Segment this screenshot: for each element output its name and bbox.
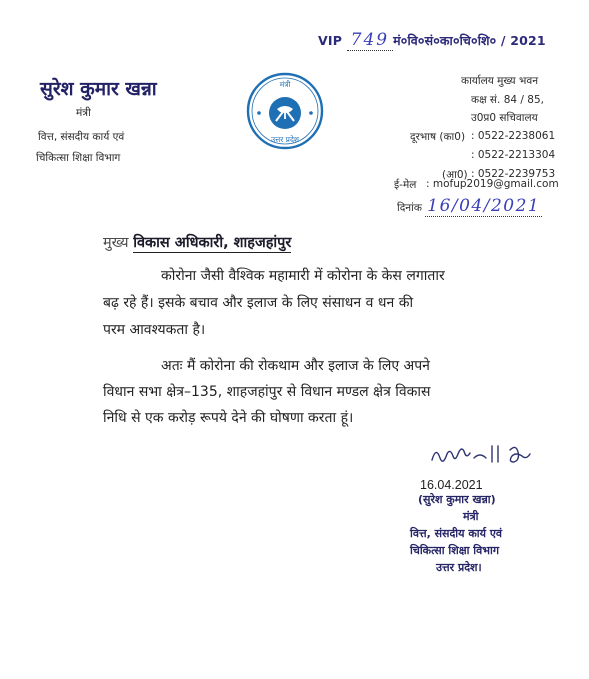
phone1-label: दूरभाष (का0): [410, 131, 466, 143]
addressee-title: विकास अधिकारी, शाहजहांपुर: [133, 235, 292, 251]
office-line2: कक्ष सं. 84 / 85,: [471, 94, 544, 106]
handwritten-signature: [428, 440, 548, 470]
emblem-bottom-text: उत्तर प्रदेश: [270, 135, 300, 144]
stamp-name: (सुरेश कुमार खन्ना): [418, 493, 496, 506]
date-handwritten-value: 16/04/2021: [427, 196, 541, 216]
letter-date: [397, 196, 542, 216]
office-line3: उ0प्र0 सचिवालय: [471, 112, 538, 124]
phone1-value: : 0522-2238061: [471, 130, 556, 142]
reference-suffix: मं०वि०सं०का०चि०शि० / 2021: [393, 33, 546, 48]
phone3-label: (आ0): [442, 169, 468, 181]
body-paragraph1-line1: कोरोना जैसी वैश्विक महामारी में कोरोना के केस लगातार: [161, 268, 445, 284]
sender-department-line2: चिकित्सा शिक्षा विभाग: [36, 152, 121, 164]
office-line1: कार्यालय मुख्य भवन: [461, 75, 539, 87]
sender-designation: मंत्री: [76, 107, 91, 119]
email-value: : mofup2019@gmail.com: [426, 178, 559, 190]
date-label: दिनांक: [397, 202, 422, 214]
stamp-department-line1: वित्त, संसदीय कार्य एवं: [410, 527, 503, 540]
body-paragraph1-line3: परम आवश्यकता है।: [103, 322, 206, 338]
sender-name: सुरेश कुमार खन्ना: [40, 78, 157, 100]
body-paragraph2-line2: विधान सभा क्षेत्र–135, शाहजहांपुर से विधान मण्डल क्षेत्र विकास: [103, 384, 431, 400]
signature-date: 16.04.2021: [420, 478, 483, 492]
body-paragraph1-line2: बढ़ रहे हैं। इसके बचाव और इलाज के लिए संसाधन व धन की: [103, 295, 414, 311]
stamp-department-line2: चिकित्सा शिक्षा विभाग: [410, 544, 500, 557]
stamp-designation: मंत्री: [463, 510, 479, 523]
reference-prefix: VIP: [318, 33, 343, 48]
uttar-pradesh-emblem-icon: [245, 71, 325, 151]
email-label: ई-मेल: [394, 179, 417, 191]
body-paragraph2-line1: अतः मैं कोरोना की रोकथाम और इलाज के लिए अपने: [161, 358, 430, 374]
reference-number: [318, 30, 546, 50]
emblem-top-text: मंत्री: [279, 80, 291, 89]
phone3-value: : 0522-2239753: [471, 168, 556, 180]
phone2-value: : 0522-2213304: [471, 149, 556, 161]
stamp-state: उत्तर प्रदेश।: [436, 561, 482, 574]
sender-department-line1: वित्त, संसदीय कार्य एवं: [38, 131, 125, 143]
reference-handwritten-number: 749: [347, 30, 393, 51]
addressee-prefix: मुख्य: [103, 235, 129, 251]
addressee: [103, 232, 291, 252]
body-paragraph2-line3: निधि से एक करोड़ रूपये देने की घोषणा करता हूं।: [103, 410, 354, 426]
